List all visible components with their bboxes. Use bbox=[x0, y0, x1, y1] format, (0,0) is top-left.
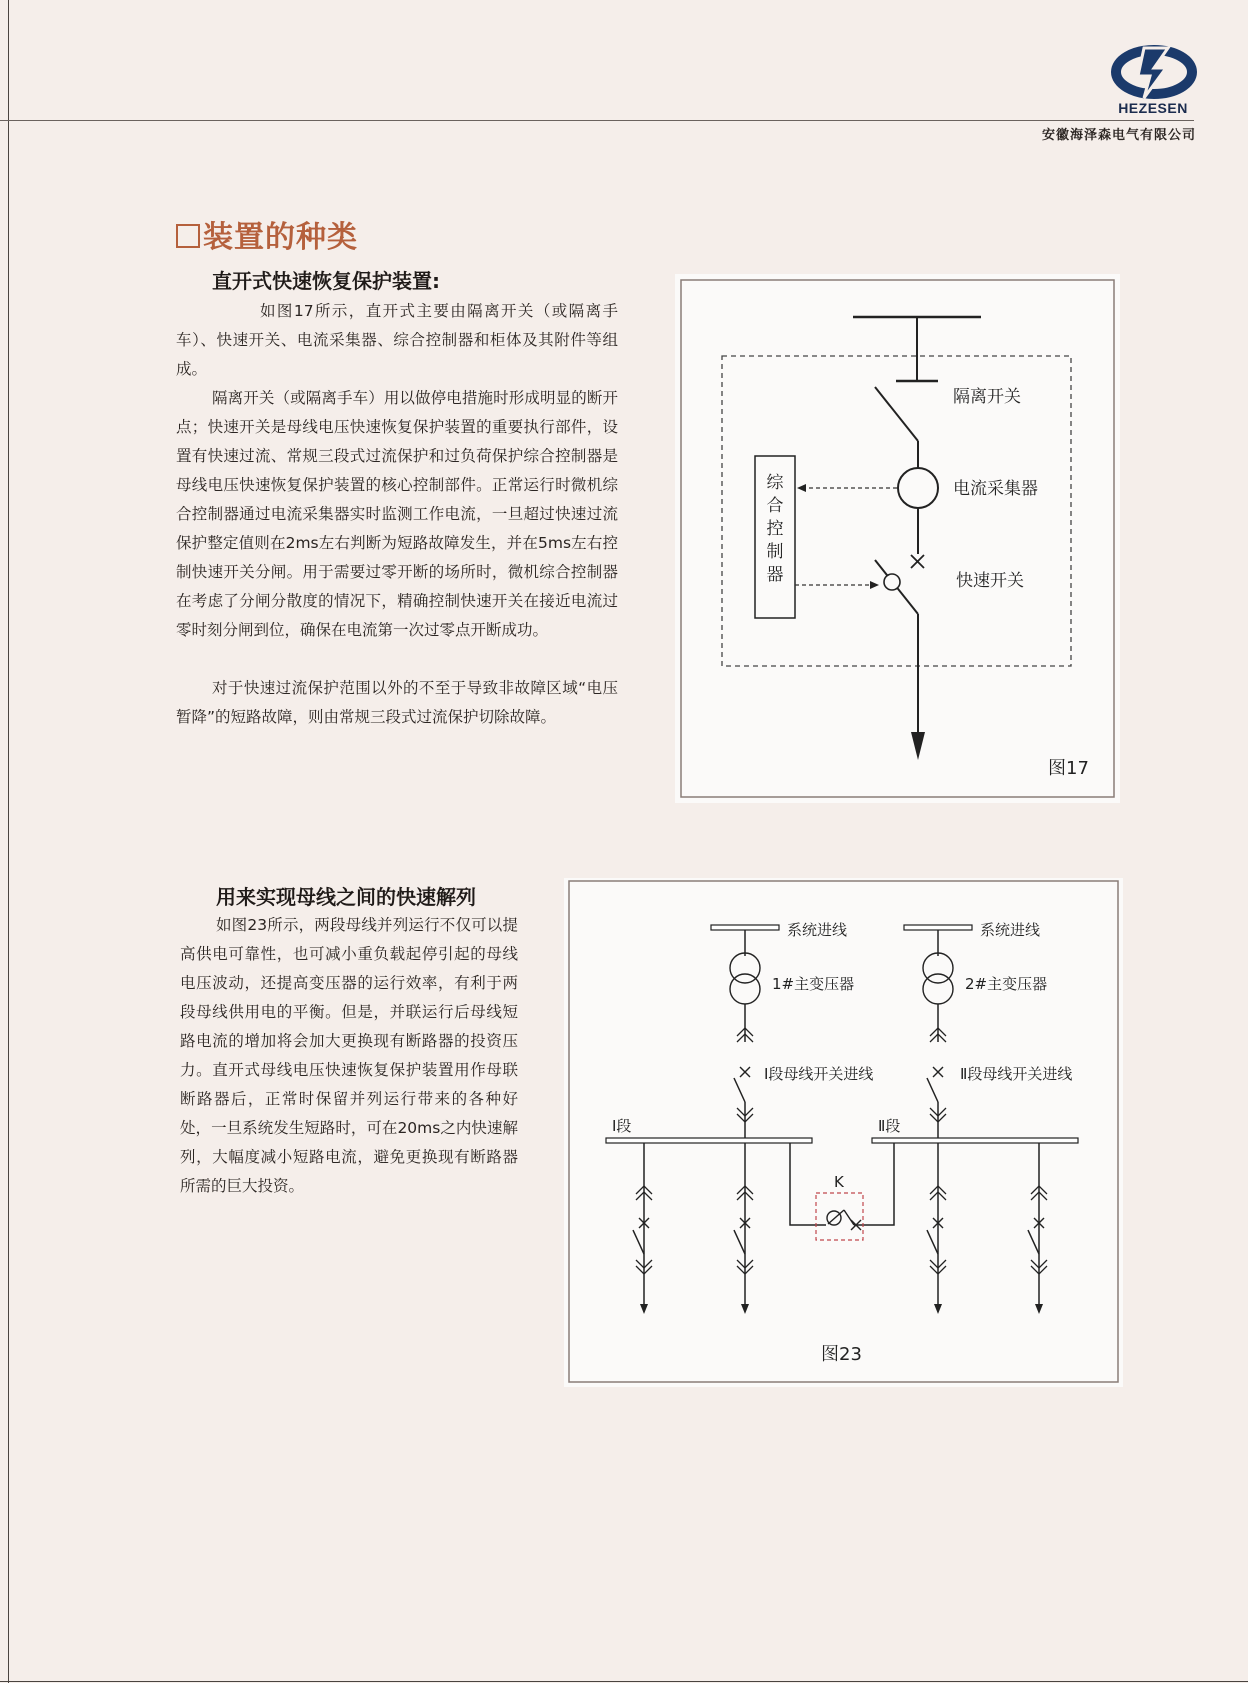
label-bus-1: Ⅰ段 bbox=[612, 1117, 632, 1135]
section-title-text: 装置的种类 bbox=[203, 220, 358, 255]
label-controller-1: 综 bbox=[766, 473, 784, 493]
paragraph: 隔离开关（或隔离手车）用以做停电措施时形成明显的断开点；快速开关是母线电压快速恢复保护装置的重要执行部件，设置有快速过流、常规三段式过流保护和过负荷保护综合控制器是母线电压快速恢复保护装置的核心控制部件。正常运行时微机综合控制器通过电流采集器实时监测工作电流，一旦超过快速过流保护整定值则在2ms左右判断为短路故障发生，并在5ms左右控制快速开关分闸。用于需要过零开断的场所时，微机综合控制器在考虑了分闸分散度的情况下，精确控制快速开关在接近电流过零时刻分闸到位，确保在电流第一次过零点开断成功。 bbox=[176, 389, 618, 639]
paragraph: 对于快速过流保护范围以外的不至于导致非故障区域“电压暂降”的短路故障，则由常规三段式过流保护切除故障。 bbox=[176, 679, 618, 726]
checkbox-square-icon bbox=[176, 224, 200, 248]
label-controller-3: 控 bbox=[766, 519, 784, 539]
figure-17-caption: 图17 bbox=[1048, 758, 1089, 779]
label-incoming-right: 系统进线 bbox=[980, 921, 1041, 939]
feeder-4 bbox=[1028, 1143, 1047, 1314]
label-k: K bbox=[834, 1173, 844, 1191]
section-title bbox=[176, 212, 358, 256]
company-name: 安徽海泽森电气有限公司 bbox=[1041, 128, 1196, 143]
page-border-bottom bbox=[0, 1681, 1248, 1682]
subheading-direct-type: 直开式快速恢复保护装置: bbox=[212, 269, 440, 293]
figure-17-diagram bbox=[675, 274, 1120, 803]
figure-17 bbox=[675, 274, 1120, 803]
label-isolator: 隔离开关 bbox=[953, 387, 1021, 407]
feeder-3 bbox=[927, 1143, 946, 1314]
figure-23-diagram bbox=[564, 878, 1123, 1387]
label-switch-2: Ⅱ段母线开关进线 bbox=[960, 1065, 1073, 1083]
label-incoming-left: 系统进线 bbox=[787, 921, 848, 939]
paragraph: 如图23所示，两段母线并列运行不仅可以提高供电可靠性，也可减小重负载起停引起的母线电压波动，还提高变压器的运行效率，有利于两段母线供用电的平衡。但是，并联运行后母线短路电流的增加将会加大更换现有断路器的投资压力。直开式母线电压快速恢复保护装置用作母联断路器后，正常时保留并列运行带来的各种好处，一旦系统发生短路时，可在20ms之内快速解列，大幅度减小短路电流，避免更换现有断路器所需的巨大投资。 bbox=[180, 916, 518, 1195]
label-switch-1: Ⅰ段母线开关进线 bbox=[764, 1065, 874, 1083]
label-current-collector: 电流采集器 bbox=[953, 479, 1038, 499]
paragraph: 如图17所示，直开式主要由隔离开关（或隔离手车）、快速开关、电流采集器、综合控制器和柜体及其附件等组成。 bbox=[176, 302, 618, 378]
label-fast-switch: 快速开关 bbox=[956, 571, 1024, 591]
label-bus-2: Ⅱ段 bbox=[878, 1117, 901, 1135]
subheading-bus-split: 用来实现母线之间的快速解列 bbox=[216, 885, 476, 909]
figure-23 bbox=[564, 878, 1123, 1387]
feeder-1 bbox=[633, 1143, 652, 1314]
feeder-2 bbox=[734, 1143, 753, 1314]
label-transformer-2: 2#主变压器 bbox=[965, 975, 1048, 993]
brand-name: HEZESEN bbox=[1118, 100, 1188, 116]
label-controller-2: 合 bbox=[766, 496, 784, 516]
header-rule bbox=[0, 120, 1194, 121]
label-controller-5: 器 bbox=[766, 565, 784, 585]
label-transformer-1: 1#主变压器 bbox=[772, 975, 855, 993]
figure-23-caption: 图23 bbox=[821, 1344, 862, 1365]
label-controller-4: 制 bbox=[766, 542, 784, 562]
page-border-left bbox=[8, 0, 9, 1683]
